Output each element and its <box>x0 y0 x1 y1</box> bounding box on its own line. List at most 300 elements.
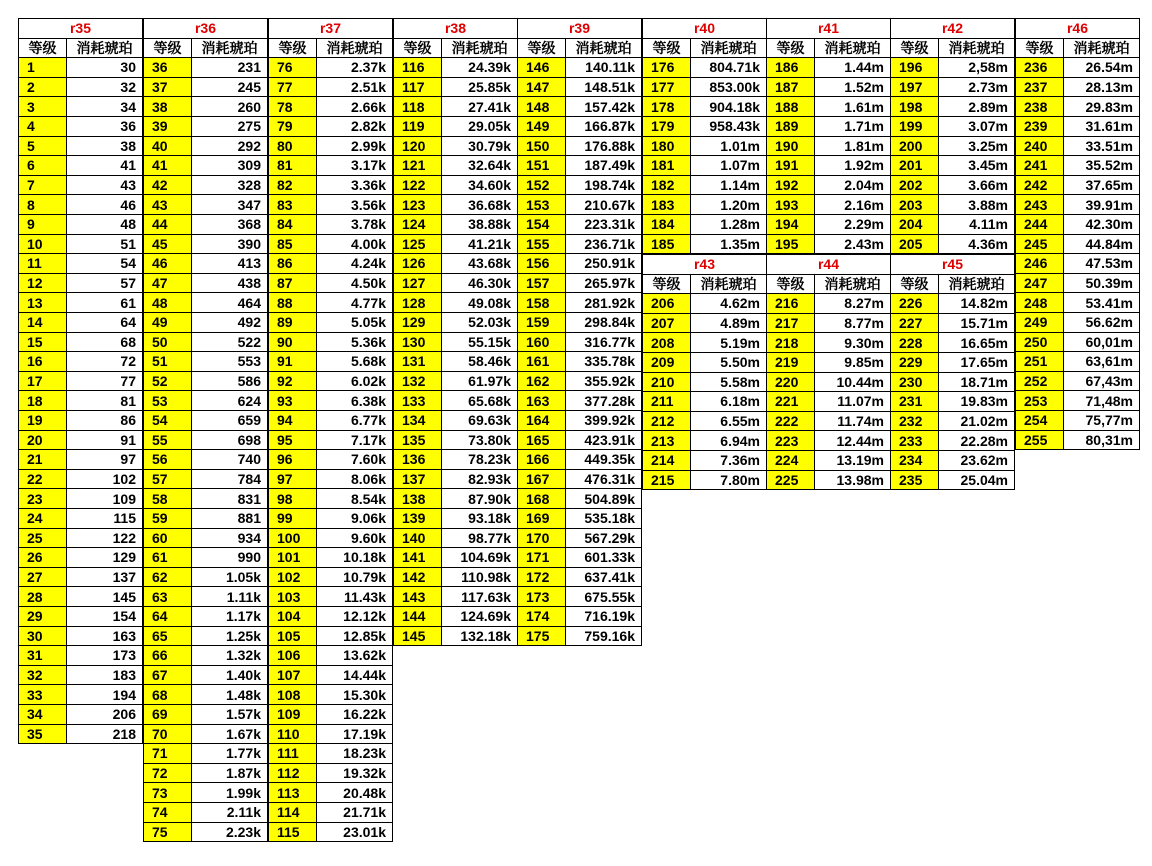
cost-cell: 157.42k <box>565 96 642 117</box>
level-cell: 91 <box>268 351 317 372</box>
cost-cell: 43 <box>66 175 143 196</box>
cost-cell: 2.23k <box>191 822 268 843</box>
cost-cell: 24.39k <box>441 57 518 78</box>
cost-cell: 292 <box>191 136 268 157</box>
level-cell: 120 <box>393 136 442 157</box>
cost-cell: 368 <box>191 214 268 235</box>
level-cell: 18 <box>18 390 67 411</box>
level-cell: 149 <box>517 116 566 137</box>
cost-cell: 206 <box>66 704 143 725</box>
level-cell: 19 <box>18 410 67 431</box>
cost-cell: 23.01k <box>316 822 393 843</box>
level-cell: 238 <box>1015 96 1064 117</box>
level-cell: 94 <box>268 410 317 431</box>
cost-cell: 57 <box>66 273 143 294</box>
table-title: r45 <box>890 254 1015 275</box>
cost-cell: 86 <box>66 410 143 431</box>
cost-cell: 7.17k <box>316 430 393 451</box>
cost-cell: 698 <box>191 430 268 451</box>
cost-cell: 9.85m <box>814 352 891 373</box>
level-column-header: 等级 <box>642 38 691 59</box>
cost-cell: 11.07m <box>814 391 891 412</box>
level-cell: 62 <box>143 567 192 588</box>
level-cell: 131 <box>393 351 442 372</box>
table-title: r44 <box>766 254 891 275</box>
level-cell: 23 <box>18 488 67 509</box>
level-cell: 115 <box>268 822 317 843</box>
cost-cell: 4.36m <box>938 234 1015 255</box>
cost-column-header: 消耗琥珀 <box>814 38 891 59</box>
cost-cell: 30.79k <box>441 136 518 157</box>
cost-cell: 476.31k <box>565 469 642 490</box>
level-cell: 222 <box>766 411 815 432</box>
level-cell: 14 <box>18 312 67 333</box>
cost-cell: 601.33k <box>565 547 642 568</box>
level-cell: 148 <box>517 96 566 117</box>
level-cell: 241 <box>1015 155 1064 176</box>
cost-cell: 3.56k <box>316 194 393 215</box>
level-cell: 2 <box>18 77 67 98</box>
level-cell: 232 <box>890 411 939 432</box>
cost-cell: 23.62m <box>938 450 1015 471</box>
level-cell: 122 <box>393 175 442 196</box>
cost-column-header: 消耗琥珀 <box>316 38 393 59</box>
level-cell: 215 <box>642 470 691 491</box>
level-cell: 254 <box>1015 410 1064 431</box>
level-cell: 218 <box>766 332 815 353</box>
cost-cell: 958.43k <box>690 116 767 137</box>
level-cell: 164 <box>517 410 566 431</box>
cost-cell: 34.60k <box>441 175 518 196</box>
level-cell: 69 <box>143 704 192 725</box>
level-cell: 211 <box>642 391 691 412</box>
cost-cell: 46 <box>66 194 143 215</box>
cost-cell: 355.92k <box>565 371 642 392</box>
cost-cell: 42.30m <box>1063 214 1140 235</box>
level-cell: 110 <box>268 724 317 745</box>
level-cell: 151 <box>517 155 566 176</box>
cost-cell: 1.52m <box>814 77 891 98</box>
level-cell: 212 <box>642 411 691 432</box>
level-cell: 15 <box>18 332 67 353</box>
level-cell: 59 <box>143 508 192 529</box>
level-cell: 154 <box>517 214 566 235</box>
level-cell: 60 <box>143 528 192 549</box>
cost-column-header: 消耗琥珀 <box>66 38 143 59</box>
cost-cell: 53.41m <box>1063 292 1140 313</box>
cost-cell: 2.43m <box>814 234 891 255</box>
level-cell: 5 <box>18 136 67 157</box>
cost-cell: 335.78k <box>565 351 642 372</box>
level-column-header: 等级 <box>143 38 192 59</box>
cost-cell: 8.54k <box>316 488 393 509</box>
level-cell: 57 <box>143 469 192 490</box>
level-cell: 130 <box>393 332 442 353</box>
cost-cell: 245 <box>191 77 268 98</box>
cost-cell: 80,31m <box>1063 430 1140 451</box>
level-cell: 220 <box>766 372 815 393</box>
cost-cell: 2,58m <box>938 57 1015 78</box>
level-cell: 240 <box>1015 136 1064 157</box>
level-cell: 225 <box>766 470 815 491</box>
level-cell: 214 <box>642 450 691 471</box>
level-cell: 125 <box>393 234 442 255</box>
cost-cell: 21.02m <box>938 411 1015 432</box>
cost-cell: 38 <box>66 136 143 157</box>
level-cell: 152 <box>517 175 566 196</box>
level-cell: 96 <box>268 449 317 470</box>
cost-cell: 25.85k <box>441 77 518 98</box>
level-cell: 99 <box>268 508 317 529</box>
level-cell: 46 <box>143 253 192 274</box>
cost-cell: 6.55m <box>690 411 767 432</box>
level-column-header: 等级 <box>517 38 566 59</box>
cost-cell: 22.28m <box>938 430 1015 451</box>
cost-cell: 6.38k <box>316 390 393 411</box>
cost-cell: 145 <box>66 586 143 607</box>
cost-cell: 31.61m <box>1063 116 1140 137</box>
cost-cell: 7.80m <box>690 470 767 491</box>
level-cell: 156 <box>517 253 566 274</box>
level-cell: 95 <box>268 430 317 451</box>
cost-cell: 58.46k <box>441 351 518 372</box>
cost-cell: 1.48k <box>191 684 268 705</box>
cost-cell: 1.25k <box>191 626 268 647</box>
cost-cell: 1.81m <box>814 136 891 157</box>
cost-cell: 26.54m <box>1063 57 1140 78</box>
level-cell: 81 <box>268 155 317 176</box>
cost-cell: 831 <box>191 488 268 509</box>
cost-cell: 3.78k <box>316 214 393 235</box>
level-cell: 175 <box>517 626 566 647</box>
cost-cell: 56.62m <box>1063 312 1140 333</box>
cost-cell: 9.60k <box>316 528 393 549</box>
cost-cell: 29.05k <box>441 116 518 137</box>
level-cell: 180 <box>642 136 691 157</box>
cost-cell: 67,43m <box>1063 371 1140 392</box>
cost-cell: 236.71k <box>565 234 642 255</box>
cost-cell: 32 <box>66 77 143 98</box>
level-cell: 104 <box>268 606 317 627</box>
level-cell: 183 <box>642 194 691 215</box>
level-cell: 223 <box>766 430 815 451</box>
level-cell: 146 <box>517 57 566 78</box>
level-cell: 87 <box>268 273 317 294</box>
level-cell: 187 <box>766 77 815 98</box>
level-cell: 207 <box>642 313 691 334</box>
cost-cell: 881 <box>191 508 268 529</box>
table-title: r36 <box>143 18 268 39</box>
level-cell: 119 <box>393 116 442 137</box>
cost-cell: 2.51k <box>316 77 393 98</box>
cost-cell: 14.44k <box>316 665 393 686</box>
cost-cell: 183 <box>66 665 143 686</box>
level-cell: 216 <box>766 293 815 314</box>
level-cell: 17 <box>18 371 67 392</box>
cost-cell: 1.11k <box>191 586 268 607</box>
level-cell: 77 <box>268 77 317 98</box>
level-cell: 141 <box>393 547 442 568</box>
cost-cell: 52.03k <box>441 312 518 333</box>
level-cell: 67 <box>143 665 192 686</box>
level-column-header: 等级 <box>393 38 442 59</box>
cost-cell: 97 <box>66 449 143 470</box>
cost-cell: 2.37k <box>316 57 393 78</box>
cost-cell: 2.99k <box>316 136 393 157</box>
level-cell: 144 <box>393 606 442 627</box>
level-cell: 89 <box>268 312 317 333</box>
level-cell: 25 <box>18 528 67 549</box>
level-cell: 105 <box>268 626 317 647</box>
level-cell: 162 <box>517 371 566 392</box>
level-cell: 101 <box>268 547 317 568</box>
level-cell: 58 <box>143 488 192 509</box>
level-cell: 184 <box>642 214 691 235</box>
cost-cell: 10.44m <box>814 372 891 393</box>
cost-cell: 637.41k <box>565 567 642 588</box>
cost-cell: 1.14m <box>690 175 767 196</box>
cost-cell: 176.88k <box>565 136 642 157</box>
cost-cell: 47.53m <box>1063 253 1140 274</box>
cost-cell: 36.68k <box>441 194 518 215</box>
level-cell: 179 <box>642 116 691 137</box>
cost-cell: 13.62k <box>316 645 393 666</box>
cost-cell: 5.19m <box>690 332 767 353</box>
level-cell: 196 <box>890 57 939 78</box>
level-cell: 3 <box>18 96 67 117</box>
level-cell: 161 <box>517 351 566 372</box>
level-cell: 226 <box>890 293 939 314</box>
cost-cell: 115 <box>66 508 143 529</box>
cost-cell: 8.06k <box>316 469 393 490</box>
level-column-header: 等级 <box>766 38 815 59</box>
cost-cell: 132.18k <box>441 626 518 647</box>
level-cell: 68 <box>143 684 192 705</box>
cost-cell: 91 <box>66 430 143 451</box>
cost-cell: 347 <box>191 194 268 215</box>
table-title: r41 <box>766 18 891 39</box>
cost-cell: 173 <box>66 645 143 666</box>
level-cell: 155 <box>517 234 566 255</box>
level-cell: 128 <box>393 292 442 313</box>
cost-cell: 4.77k <box>316 292 393 313</box>
cost-cell: 535.18k <box>565 508 642 529</box>
level-cell: 90 <box>268 332 317 353</box>
level-cell: 40 <box>143 136 192 157</box>
cost-cell: 11.43k <box>316 586 393 607</box>
level-cell: 253 <box>1015 390 1064 411</box>
cost-cell: 1.40k <box>191 665 268 686</box>
cost-column-header: 消耗琥珀 <box>690 38 767 59</box>
cost-cell: 8.27m <box>814 293 891 314</box>
cost-cell: 3.45m <box>938 155 1015 176</box>
cost-cell: 81 <box>66 390 143 411</box>
level-cell: 43 <box>143 194 192 215</box>
level-cell: 171 <box>517 547 566 568</box>
level-cell: 221 <box>766 391 815 412</box>
level-cell: 250 <box>1015 332 1064 353</box>
cost-cell: 2.73m <box>938 77 1015 98</box>
cost-cell: 12.44m <box>814 430 891 451</box>
level-cell: 142 <box>393 567 442 588</box>
level-column-header: 等级 <box>890 274 939 295</box>
cost-cell: 804.71k <box>690 57 767 78</box>
level-cell: 111 <box>268 743 317 764</box>
level-cell: 165 <box>517 430 566 451</box>
level-cell: 160 <box>517 332 566 353</box>
cost-cell: 990 <box>191 547 268 568</box>
level-cell: 51 <box>143 351 192 372</box>
level-cell: 224 <box>766 450 815 471</box>
cost-cell: 260 <box>191 96 268 117</box>
cost-cell: 449.35k <box>565 449 642 470</box>
level-cell: 150 <box>517 136 566 157</box>
level-cell: 34 <box>18 704 67 725</box>
level-cell: 234 <box>890 450 939 471</box>
cost-cell: 64 <box>66 312 143 333</box>
cost-cell: 4.89m <box>690 313 767 334</box>
level-cell: 66 <box>143 645 192 666</box>
cost-cell: 4.24k <box>316 253 393 274</box>
cost-cell: 223.31k <box>565 214 642 235</box>
level-cell: 217 <box>766 313 815 334</box>
cost-cell: 18.71m <box>938 372 1015 393</box>
cost-cell: 39.91m <box>1063 194 1140 215</box>
cost-column-header: 消耗琥珀 <box>938 274 1015 295</box>
level-cell: 202 <box>890 175 939 196</box>
cost-cell: 13.19m <box>814 450 891 471</box>
cost-cell: 3.25m <box>938 136 1015 157</box>
cost-cell: 9.30m <box>814 332 891 353</box>
cost-cell: 298.84k <box>565 312 642 333</box>
cost-cell: 78.23k <box>441 449 518 470</box>
table-title: r42 <box>890 18 1015 39</box>
table-title: r40 <box>642 18 767 39</box>
cost-cell: 6.02k <box>316 371 393 392</box>
cost-cell: 1.17k <box>191 606 268 627</box>
level-cell: 73 <box>143 782 192 803</box>
cost-cell: 10.18k <box>316 547 393 568</box>
cost-column-header: 消耗琥珀 <box>441 38 518 59</box>
level-column-header: 等级 <box>642 274 691 295</box>
level-cell: 39 <box>143 116 192 137</box>
cost-cell: 46.30k <box>441 273 518 294</box>
cost-cell: 784 <box>191 469 268 490</box>
cost-cell: 30 <box>66 57 143 78</box>
level-cell: 158 <box>517 292 566 313</box>
cost-cell: 6.94m <box>690 430 767 451</box>
level-cell: 74 <box>143 802 192 823</box>
cost-cell: 4.62m <box>690 293 767 314</box>
level-cell: 243 <box>1015 194 1064 215</box>
cost-cell: 11.74m <box>814 411 891 432</box>
level-cell: 20 <box>18 430 67 451</box>
level-column-header: 等级 <box>1015 38 1064 59</box>
cost-cell: 567.29k <box>565 528 642 549</box>
level-cell: 10 <box>18 234 67 255</box>
level-cell: 56 <box>143 449 192 470</box>
cost-cell: 399.92k <box>565 410 642 431</box>
level-cell: 31 <box>18 645 67 666</box>
level-cell: 135 <box>393 430 442 451</box>
level-cell: 21 <box>18 449 67 470</box>
cost-cell: 934 <box>191 528 268 549</box>
level-cell: 103 <box>268 586 317 607</box>
cost-column-header: 消耗琥珀 <box>814 274 891 295</box>
cost-cell: 5.50m <box>690 352 767 373</box>
level-cell: 170 <box>517 528 566 549</box>
level-cell: 252 <box>1015 371 1064 392</box>
cost-cell: 129 <box>66 547 143 568</box>
cost-cell: 51 <box>66 234 143 255</box>
cost-cell: 166.87k <box>565 116 642 137</box>
cost-cell: 124.69k <box>441 606 518 627</box>
level-cell: 189 <box>766 116 815 137</box>
cost-cell: 586 <box>191 371 268 392</box>
level-cell: 181 <box>642 155 691 176</box>
level-column-header: 等级 <box>268 38 317 59</box>
cost-cell: 218 <box>66 724 143 745</box>
cost-cell: 17.19k <box>316 724 393 745</box>
cost-cell: 9.06k <box>316 508 393 529</box>
level-cell: 210 <box>642 372 691 393</box>
cost-cell: 4.11m <box>938 214 1015 235</box>
level-cell: 163 <box>517 390 566 411</box>
level-cell: 4 <box>18 116 67 137</box>
level-cell: 117 <box>393 77 442 98</box>
table-title: r35 <box>18 18 143 39</box>
cost-cell: 109 <box>66 488 143 509</box>
cost-cell: 41.21k <box>441 234 518 255</box>
level-cell: 85 <box>268 234 317 255</box>
level-cell: 127 <box>393 273 442 294</box>
level-cell: 219 <box>766 352 815 373</box>
cost-cell: 60,01m <box>1063 332 1140 353</box>
cost-cell: 82.93k <box>441 469 518 490</box>
level-cell: 70 <box>143 724 192 745</box>
cost-cell: 2.04m <box>814 175 891 196</box>
level-cell: 191 <box>766 155 815 176</box>
level-cell: 24 <box>18 508 67 529</box>
cost-cell: 759.16k <box>565 626 642 647</box>
cost-cell: 93.18k <box>441 508 518 529</box>
cost-cell: 61 <box>66 292 143 313</box>
level-cell: 192 <box>766 175 815 196</box>
cost-cell: 65.68k <box>441 390 518 411</box>
cost-cell: 231 <box>191 57 268 78</box>
level-cell: 228 <box>890 332 939 353</box>
cost-cell: 2.89m <box>938 96 1015 117</box>
level-cell: 203 <box>890 194 939 215</box>
level-cell: 93 <box>268 390 317 411</box>
cost-cell: 122 <box>66 528 143 549</box>
level-column-header: 等级 <box>766 274 815 295</box>
cost-cell: 14.82m <box>938 293 1015 314</box>
level-cell: 42 <box>143 175 192 196</box>
level-cell: 169 <box>517 508 566 529</box>
level-cell: 136 <box>393 449 442 470</box>
cost-cell: 4.00k <box>316 234 393 255</box>
cost-cell: 49.08k <box>441 292 518 313</box>
cost-cell: 316.77k <box>565 332 642 353</box>
cost-cell: 28.13m <box>1063 77 1140 98</box>
cost-cell: 553 <box>191 351 268 372</box>
cost-cell: 48 <box>66 214 143 235</box>
level-cell: 230 <box>890 372 939 393</box>
cost-cell: 2.29m <box>814 214 891 235</box>
level-cell: 7 <box>18 175 67 196</box>
cost-cell: 87.90k <box>441 488 518 509</box>
